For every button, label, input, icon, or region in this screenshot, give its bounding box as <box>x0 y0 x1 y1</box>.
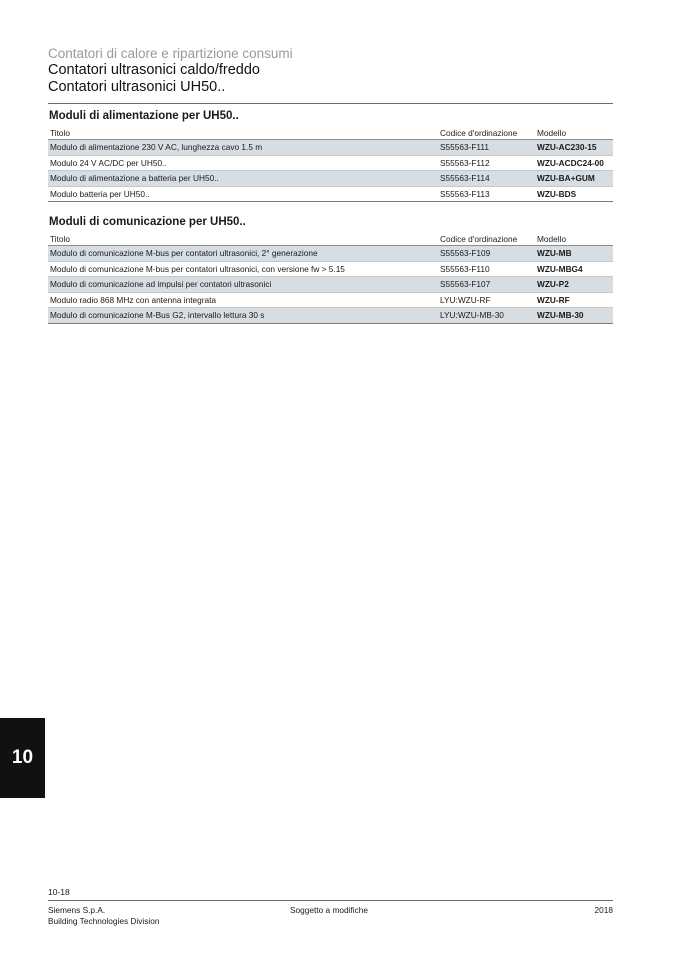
section-title: Moduli di alimentazione per UH50.. <box>49 110 239 122</box>
table-row <box>48 140 613 156</box>
row-title: Modulo radio 868 MHz con antenna integrata <box>48 292 438 308</box>
section-power-modules <box>48 103 613 202</box>
row-model: WZU-P2 <box>535 277 613 293</box>
row-title: Modulo batteria per UH50.. <box>48 186 438 202</box>
footer-year: 2018 <box>594 905 613 915</box>
row-model: WZU-MBG4 <box>535 261 613 277</box>
column-header-title: Titolo <box>48 233 438 246</box>
table-row <box>48 261 613 277</box>
row-model: WZU-BA+GUM <box>535 171 613 187</box>
footer-division: Building Technologies Division <box>48 915 160 926</box>
footer-company-block <box>48 905 159 926</box>
column-header-code: Codice d'ordinazione <box>438 233 535 246</box>
row-model: WZU-AC230-15 <box>535 140 613 156</box>
page-number: 10-18 <box>48 887 70 897</box>
row-code: S55563-F110 <box>438 261 535 277</box>
row-title: Modulo di comunicazione M-bus per contatori ultrasonici, con versione fw > 5.15 <box>48 261 438 277</box>
table-header-row <box>48 127 613 140</box>
page-title-line1: Contatori ultrasonici caldo/freddo <box>48 62 260 78</box>
table-row <box>48 246 613 262</box>
row-title: Modulo di alimentazione 230 V AC, lunghezza cavo 1.5 m <box>48 140 438 156</box>
section-communication-modules <box>48 212 613 324</box>
row-model: WZU-MB <box>535 246 613 262</box>
table-row <box>48 171 613 187</box>
column-header-title: Titolo <box>48 127 438 140</box>
table-row <box>48 186 613 202</box>
footer-note: Soggetto a modifiche <box>290 905 368 915</box>
row-model: WZU-ACDC24-00 <box>535 155 613 171</box>
table-row <box>48 155 613 171</box>
category-title: Contatori di calore e ripartizione consumi <box>48 46 293 61</box>
page-header <box>48 45 614 96</box>
row-model: WZU-MB-30 <box>535 308 613 324</box>
table-row <box>48 277 613 293</box>
table-row <box>48 292 613 308</box>
column-header-code: Codice d'ordinazione <box>438 127 535 140</box>
row-title: Modulo di comunicazione M-Bus G2, intervallo lettura 30 s <box>48 308 438 324</box>
footer-company: Siemens S.p.A. <box>48 905 106 915</box>
row-code: LYU:WZU-MB-30 <box>438 308 535 324</box>
row-code: S55563-F114 <box>438 171 535 187</box>
row-model: WZU-BDS <box>535 186 613 202</box>
row-code: S55563-F107 <box>438 277 535 293</box>
row-title: Modulo 24 V AC/DC per UH50.. <box>48 155 438 171</box>
power-modules-table <box>48 127 613 202</box>
row-code: S55563-F113 <box>438 186 535 202</box>
row-model: WZU-RF <box>535 292 613 308</box>
row-title: Modulo di comunicazione M-bus per contatori ultrasonici, 2° generazione <box>48 246 438 262</box>
column-header-model: Modello <box>535 233 613 246</box>
row-code: S55563-F112 <box>438 155 535 171</box>
row-code: LYU:WZU-RF <box>438 292 535 308</box>
row-title: Modulo di alimentazione a batteria per UH50.. <box>48 171 438 187</box>
row-code: S55563-F111 <box>438 140 535 156</box>
table-row <box>48 308 613 324</box>
row-title: Modulo di comunicazione ad impulsi per contatori ultrasonici <box>48 277 438 293</box>
page-title-line2: Contatori ultrasonici UH50.. <box>48 79 226 95</box>
row-code: S55563-F109 <box>438 246 535 262</box>
communication-modules-table <box>48 233 613 324</box>
chapter-tab: 10 <box>0 718 45 798</box>
footer-divider <box>48 900 613 901</box>
column-header-model: Modello <box>535 127 613 140</box>
section-title: Moduli di comunicazione per UH50.. <box>49 216 246 228</box>
table-header-row <box>48 233 613 246</box>
